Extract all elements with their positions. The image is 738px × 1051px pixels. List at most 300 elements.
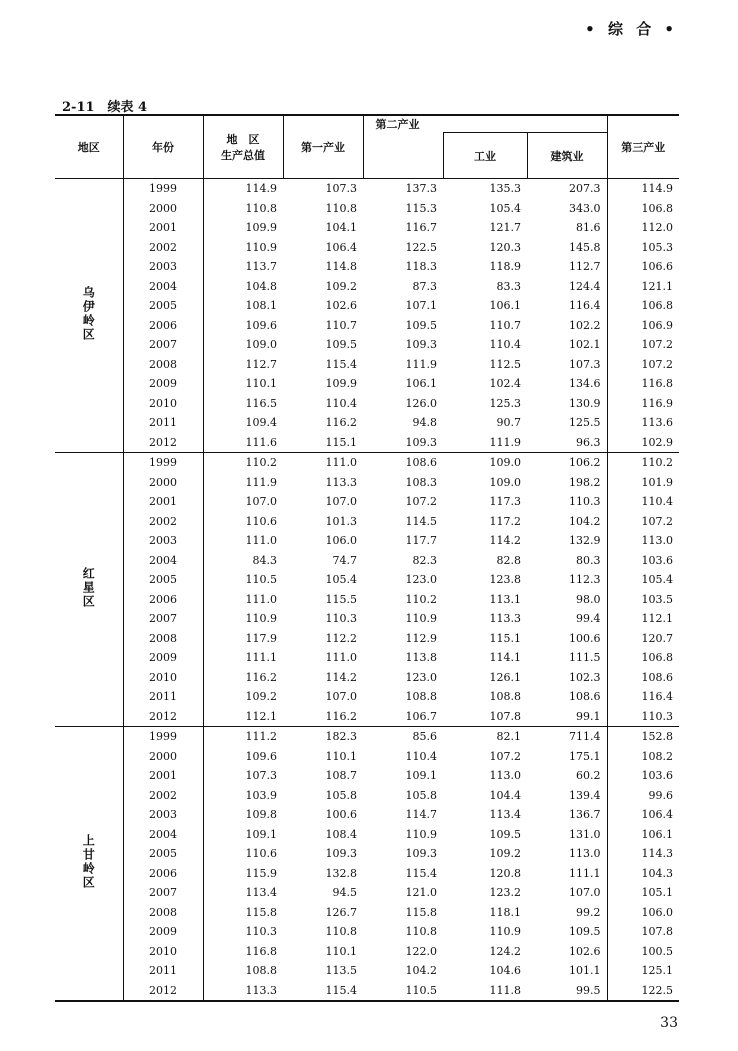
gdp-cell: 110.9 [203,238,283,258]
header-year: 年份 [123,115,203,179]
table-row [55,570,679,590]
year-cell: 2002 [123,512,203,532]
table-row [55,961,679,981]
primary-cell: 182.3 [325,730,357,744]
industry-cell: 110.4 [489,338,521,352]
year-cell: 2003 [123,257,203,277]
industry-cell: 115.1 [489,631,521,645]
gdp-cell: 113.3 [203,981,283,1002]
primary-cell: 113.3 [325,475,357,489]
secondary-cell: 106.1 [405,377,437,391]
gdp-cell: 109.1 [203,825,283,845]
construction-cell: 99.1 [527,707,607,727]
table-row [55,825,679,845]
secondary-cell: 82.3 [412,553,437,567]
table-row [55,687,679,707]
primary-cell: 113.5 [325,964,357,978]
table-row [55,413,679,433]
industry-cell: 113.1 [489,592,521,606]
gdp-cell: 110.2 [203,453,283,473]
table-row [55,903,679,923]
secondary-cell: 94.8 [412,416,437,430]
year-cell: 2011 [123,687,203,707]
secondary-cell: 123.0 [405,670,437,684]
construction-cell: 108.6 [569,690,601,704]
industry-cell: 114.2 [489,534,521,548]
construction-cell: 99.2 [576,905,601,919]
primary-cell: 110.8 [325,201,357,215]
gdp-cell: 113.4 [203,883,283,903]
primary-cell: 115.4 [283,981,363,1002]
construction-cell: 132.9 [569,534,601,548]
tertiary-cell: 105.1 [607,883,679,903]
construction-cell: 102.1 [569,338,601,352]
secondary-cell: 85.6 [412,730,437,744]
tertiary-cell: 107.2 [607,355,679,375]
primary-cell: 109.2 [325,279,357,293]
tertiary-cell: 113.6 [607,413,679,433]
industry-cell: 117.3 [489,495,521,509]
industry-cell: 107.8 [443,707,527,727]
statistics-table [55,114,679,1002]
year-cell: 2008 [123,629,203,649]
tertiary-cell: 114.3 [607,844,679,864]
construction-cell: 98.0 [576,592,601,606]
header-construction: 建筑业 [527,133,607,179]
secondary-cell: 108.8 [405,690,437,704]
header-gdp-line2: 生产总值 [221,149,265,162]
primary-cell: 109.9 [325,377,357,391]
primary-cell: 74.7 [332,553,357,567]
industry-cell: 124.2 [489,944,521,958]
primary-cell: 110.8 [325,925,357,939]
year-cell: 2007 [123,883,203,903]
gdp-cell: 107.0 [203,492,283,512]
gdp-cell: 111.9 [203,473,283,493]
industry-cell: 135.3 [489,182,521,196]
construction-cell: 102.6 [569,944,601,958]
secondary-cell: 109.1 [405,769,437,783]
header-secondary: 第二产业 [363,115,443,133]
section-header: • 综 合 • [585,20,678,38]
header-primary: 第一产业 [283,115,363,179]
gdp-cell: 110.8 [203,199,283,219]
primary-cell: 107.0 [325,495,357,509]
year-cell: 2005 [123,296,203,316]
gdp-cell: 103.9 [203,786,283,806]
gdp-cell: 112.1 [203,707,283,727]
industry-cell: 109.2 [489,847,521,861]
primary-cell: 110.1 [325,944,357,958]
gdp-cell: 110.5 [203,570,283,590]
construction-cell: 100.6 [569,631,601,645]
table-row [55,727,679,747]
primary-cell: 101.3 [325,514,357,528]
primary-cell: 100.6 [325,808,357,822]
tertiary-cell: 116.8 [607,374,679,394]
year-cell: 2008 [123,903,203,923]
year-cell: 2003 [123,531,203,551]
gdp-cell: 110.6 [203,512,283,532]
industry-cell: 102.4 [489,377,521,391]
tertiary-cell: 121.1 [607,277,679,297]
year-cell: 2003 [123,805,203,825]
industry-cell: 106.1 [489,299,521,313]
industry-cell: 104.6 [489,964,521,978]
page-number: 33 [660,1015,678,1031]
tertiary-cell: 113.0 [607,531,679,551]
year-cell: 2000 [123,747,203,767]
year-cell: 2001 [123,218,203,238]
year-cell: 2012 [123,433,203,453]
construction-cell: 175.1 [569,749,601,763]
gdp-cell: 104.8 [203,277,283,297]
construction-cell: 207.3 [569,182,601,196]
primary-cell: 108.4 [325,827,357,841]
primary-cell: 111.0 [325,651,357,665]
tertiary-cell: 152.8 [607,727,679,747]
gdp-cell: 109.6 [203,747,283,767]
construction-cell: 711.4 [569,730,601,744]
tertiary-cell: 103.5 [607,590,679,610]
tertiary-cell: 110.4 [607,492,679,512]
industry-cell: 111.8 [443,981,527,1002]
region-label: 红星区 [81,567,96,609]
industry-cell: 113.4 [489,808,521,822]
tertiary-cell: 106.8 [607,648,679,668]
table-row [55,629,679,649]
table-row [55,433,679,453]
primary-cell: 114.8 [325,260,357,274]
table-row [55,864,679,884]
tertiary-cell: 120.7 [607,629,679,649]
primary-cell: 112.2 [325,631,357,645]
tertiary-cell: 104.3 [607,864,679,884]
industry-cell: 125.3 [489,396,521,410]
construction-cell: 102.3 [569,670,601,684]
table-row [55,786,679,806]
primary-cell: 132.8 [325,866,357,880]
tertiary-cell: 106.8 [607,296,679,316]
construction-cell: 116.4 [569,299,601,313]
tertiary-cell: 112.0 [607,218,679,238]
header-gdp-line1: 地 区 [226,133,260,146]
industry-cell: 113.0 [489,769,521,783]
industry-cell: 105.4 [489,201,521,215]
gdp-cell: 113.7 [203,257,283,277]
year-cell: 2004 [123,277,203,297]
tertiary-cell: 106.4 [607,805,679,825]
secondary-cell: 110.4 [405,749,437,763]
gdp-cell: 108.1 [203,296,283,316]
construction-cell: 125.5 [569,416,601,430]
industry-cell: 110.9 [489,925,521,939]
tertiary-cell: 125.1 [607,961,679,981]
year-cell: 2012 [123,981,203,1002]
year-cell: 2001 [123,492,203,512]
construction-cell: 99.4 [576,612,601,626]
primary-cell: 115.1 [283,433,363,453]
secondary-cell: 105.8 [405,788,437,802]
tertiary-cell: 122.5 [607,981,679,1002]
tertiary-cell: 106.6 [607,257,679,277]
gdp-cell: 111.0 [203,590,283,610]
construction-cell: 113.0 [569,847,601,861]
header-secondary-span-b [527,115,607,133]
tertiary-cell: 103.6 [607,766,679,786]
tertiary-cell: 116.4 [607,687,679,707]
region-cell [55,179,123,453]
industry-cell: 117.2 [489,514,521,528]
secondary-cell: 117.7 [405,534,437,548]
gdp-cell: 108.8 [203,961,283,981]
secondary-cell: 110.5 [363,981,443,1002]
secondary-cell: 118.3 [405,260,437,274]
gdp-cell: 111.0 [203,531,283,551]
year-cell: 2010 [123,394,203,414]
secondary-cell: 114.5 [405,514,437,528]
table-row [55,199,679,219]
industry-cell: 109.0 [489,456,521,470]
tertiary-cell: 106.9 [607,316,679,336]
secondary-cell: 109.3 [405,338,437,352]
region-label: 上甘岭区 [81,834,96,890]
construction-cell: 111.5 [569,651,601,665]
secondary-cell: 108.3 [405,475,437,489]
tertiary-cell: 105.4 [607,570,679,590]
tertiary-cell: 114.9 [607,179,679,199]
construction-cell: 130.9 [569,396,601,410]
gdp-cell: 116.5 [203,394,283,414]
industry-cell: 90.7 [496,416,521,430]
gdp-cell: 109.4 [203,413,283,433]
primary-cell: 116.2 [283,707,363,727]
primary-cell: 110.7 [325,318,357,332]
construction-cell: 136.7 [569,808,601,822]
construction-cell: 102.2 [569,318,601,332]
table-row [55,609,679,629]
gdp-cell: 109.6 [203,316,283,336]
industry-cell: 118.1 [489,905,521,919]
table-row [55,257,679,277]
gdp-cell: 115.8 [203,903,283,923]
gdp-cell: 109.9 [203,218,283,238]
construction-cell: 106.2 [569,456,601,470]
industry-cell: 82.8 [496,553,521,567]
secondary-cell: 123.0 [405,573,437,587]
construction-cell: 124.4 [569,279,601,293]
table-row [55,179,679,199]
construction-cell: 107.3 [569,357,601,371]
secondary-cell: 109.3 [363,433,443,453]
year-cell: 2007 [123,335,203,355]
header-secondary-span-a [443,115,527,133]
table-row [55,844,679,864]
gdp-cell: 109.0 [203,335,283,355]
year-cell: 1999 [123,727,203,747]
construction-cell: 80.3 [576,553,601,567]
gdp-cell: 116.2 [203,668,283,688]
tertiary-cell: 106.8 [607,199,679,219]
industry-cell: 120.8 [489,866,521,880]
table-row [55,883,679,903]
secondary-cell: 122.0 [405,944,437,958]
primary-cell: 110.4 [325,396,357,410]
tertiary-cell: 110.3 [607,707,679,727]
table-row [55,707,679,727]
secondary-cell: 122.5 [405,240,437,254]
primary-cell: 116.2 [325,416,357,430]
gdp-cell: 110.3 [203,922,283,942]
construction-cell: 139.4 [569,788,601,802]
construction-cell: 81.6 [576,221,601,235]
primary-cell: 108.7 [325,769,357,783]
secondary-cell: 115.3 [405,201,437,215]
table-row [55,374,679,394]
tertiary-cell: 106.0 [607,903,679,923]
tertiary-cell: 103.6 [607,551,679,571]
industry-cell: 108.8 [489,690,521,704]
table-row [55,492,679,512]
construction-cell: 107.0 [569,886,601,900]
gdp-cell: 109.8 [203,805,283,825]
secondary-cell: 109.5 [405,318,437,332]
construction-cell: 343.0 [569,201,601,215]
construction-cell: 111.1 [569,866,601,880]
region-cell [55,727,123,1002]
primary-cell: 115.4 [325,357,357,371]
year-cell: 2011 [123,413,203,433]
year-cell: 2006 [123,316,203,336]
secondary-cell: 107.1 [405,299,437,313]
tertiary-cell: 107.2 [607,335,679,355]
construction-cell: 109.5 [569,925,601,939]
table-row [55,981,679,1002]
industry-cell: 104.4 [489,788,521,802]
secondary-cell: 87.3 [412,279,437,293]
gdp-cell: 115.9 [203,864,283,884]
construction-cell: 110.3 [569,495,601,509]
tertiary-cell: 100.5 [607,942,679,962]
table-row [55,218,679,238]
table-row [55,473,679,493]
primary-cell: 114.2 [325,670,357,684]
tertiary-cell: 116.9 [607,394,679,414]
secondary-cell: 110.9 [405,612,437,626]
tertiary-cell: 112.1 [607,609,679,629]
year-cell: 2002 [123,238,203,258]
table-row [55,805,679,825]
secondary-cell: 126.0 [405,396,437,410]
primary-cell: 106.0 [325,534,357,548]
year-cell: 2009 [123,922,203,942]
year-cell: 2009 [123,374,203,394]
gdp-cell: 110.6 [203,844,283,864]
gdp-cell: 116.8 [203,942,283,962]
secondary-cell: 110.8 [405,925,437,939]
year-cell: 2006 [123,864,203,884]
construction-cell: 134.6 [569,377,601,391]
year-cell: 2000 [123,473,203,493]
table-row [55,648,679,668]
year-cell: 2012 [123,707,203,727]
industry-cell: 82.1 [496,730,521,744]
tertiary-cell: 107.8 [607,922,679,942]
construction-cell: 131.0 [569,827,601,841]
primary-cell: 107.0 [325,690,357,704]
industry-cell: 110.7 [489,318,521,332]
table-row [55,238,679,258]
secondary-cell: 108.6 [405,456,437,470]
industry-cell: 118.9 [489,260,521,274]
tertiary-cell: 108.6 [607,668,679,688]
construction-cell: 145.8 [569,240,601,254]
primary-cell: 126.7 [325,905,357,919]
gdp-cell: 110.9 [203,609,283,629]
construction-cell: 112.3 [569,573,601,587]
industry-cell: 123.2 [489,886,521,900]
year-cell: 2011 [123,961,203,981]
secondary-cell: 106.7 [363,707,443,727]
industry-cell: 112.5 [489,357,521,371]
table-row [55,531,679,551]
industry-cell: 109.5 [489,827,521,841]
secondary-cell: 112.9 [405,631,437,645]
tertiary-cell: 108.2 [607,747,679,767]
tertiary-cell: 102.9 [607,433,679,453]
industry-cell: 120.3 [489,240,521,254]
industry-cell: 111.9 [443,433,527,453]
secondary-cell: 110.9 [405,827,437,841]
primary-cell: 115.5 [325,592,357,606]
tertiary-cell: 99.6 [607,786,679,806]
tertiary-cell: 107.2 [607,512,679,532]
gdp-cell: 84.3 [203,551,283,571]
primary-cell: 104.1 [325,221,357,235]
primary-cell: 110.1 [325,749,357,763]
table-row [55,590,679,610]
secondary-cell: 115.4 [405,866,437,880]
table-row [55,335,679,355]
table-row [55,355,679,375]
secondary-cell: 107.2 [405,495,437,509]
year-cell: 2010 [123,668,203,688]
year-cell: 2005 [123,570,203,590]
year-cell: 1999 [123,453,203,473]
secondary-cell: 116.7 [405,221,437,235]
secondary-cell: 113.8 [405,651,437,665]
secondary-cell: 110.2 [405,592,437,606]
gdp-cell: 111.2 [203,727,283,747]
industry-cell: 123.8 [489,573,521,587]
primary-cell: 102.6 [325,299,357,313]
header-secondary-total [363,133,443,179]
year-cell: 2007 [123,609,203,629]
table-row [55,453,679,473]
year-cell: 2008 [123,355,203,375]
header-region: 地区 [55,115,123,179]
secondary-cell: 114.7 [405,808,437,822]
industry-cell: 113.3 [489,612,521,626]
construction-cell: 104.2 [569,514,601,528]
tertiary-cell: 105.3 [607,238,679,258]
gdp-cell: 109.2 [203,687,283,707]
secondary-cell: 111.9 [405,357,437,371]
year-cell: 2006 [123,590,203,610]
region-cell [55,453,123,727]
table-row [55,277,679,297]
construction-cell: 99.5 [527,981,607,1002]
